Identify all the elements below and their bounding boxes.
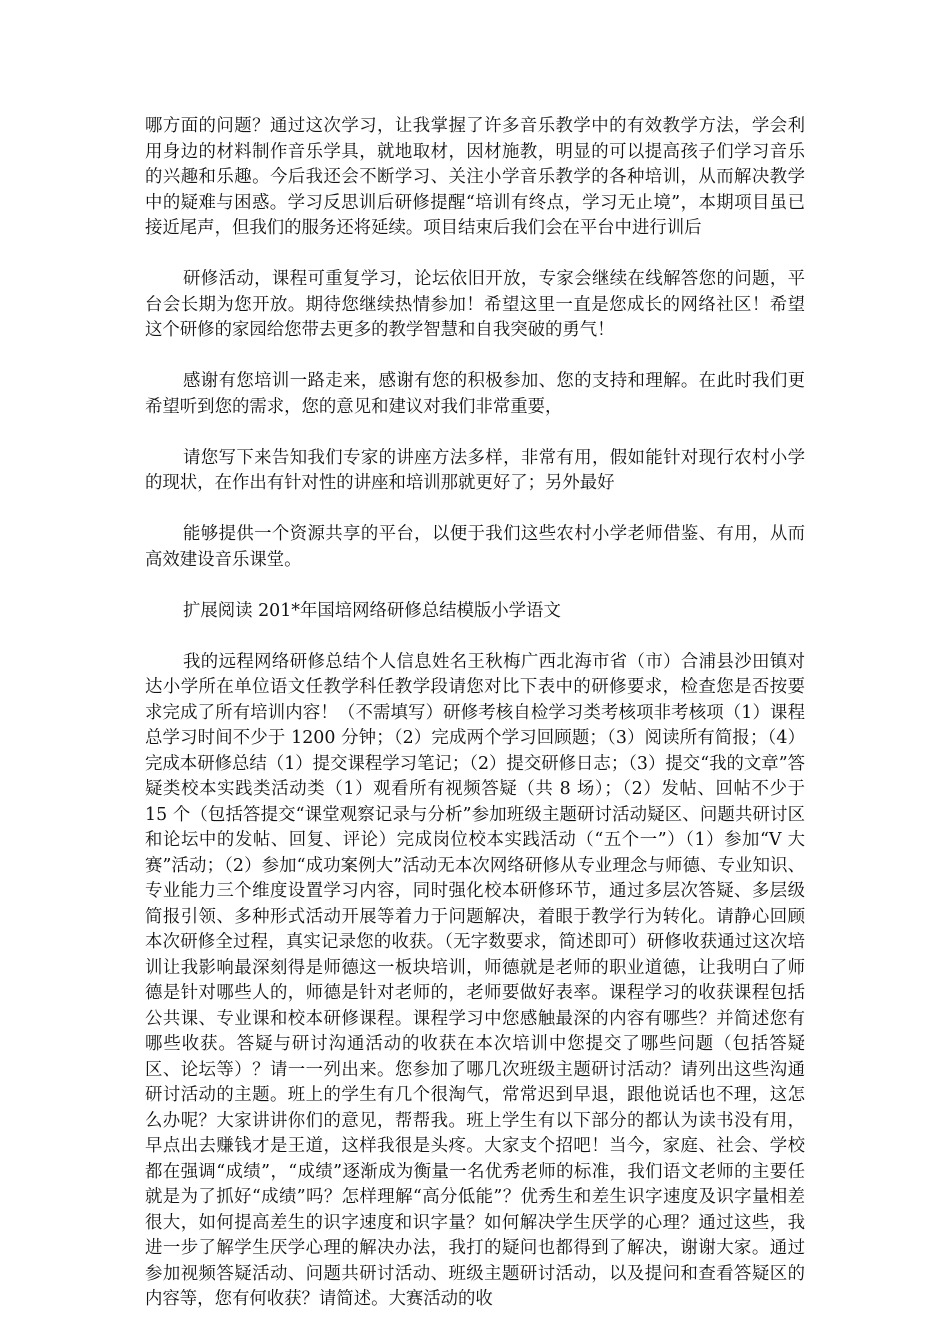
document-page: [145, 114, 805, 1313]
paragraph-1: 哪方面的问题？通过这次学习，让我掌握了许多音乐教学中的有效教学方法，学会利用身边的材料制作音乐学具，就地取材，因材施教，明显的可以提高孩子们学习音乐的兴趣和乐趣。今后我还会不断学习、关注小学音乐教学的各种培训，从而解决教学中的疑难与困惑。学习反思训后研修提醒“培训有终点，学习无止境”，本期项目虽已接近尾声，但我们的服务还将延续。项目结束后我们会在平台中进行训后: [145, 116, 805, 238]
paragraph-4: 请您写下来告知我们专家的讲座方法多样，非常有用，假如能针对现行农村小学的现状，在作出有针对性的讲座和培训那就更好了；另外最好: [145, 447, 805, 493]
paragraph-3: 感谢有您培训一路走来，感谢有您的积极参加、您的支持和理解。在此时我们更希望听到您的需求，您的意见和建议对我们非常重要，: [145, 371, 805, 417]
paragraph-5: 能够提供一个资源共享的平台，以便于我们这些农村小学老师借鉴、有用，从而高效建设音乐课堂。: [145, 524, 805, 570]
section-heading-extended-reading: 扩展阅读 201*年国培网络研修总结模版小学语文: [183, 600, 561, 621]
paragraph-2: 研修活动，课程可重复学习，论坛依旧开放，专家会继续在线解答您的问题，平台会长期为您开放。期待您继续热情参加！希望这里一直是您成长的网络社区！希望这个研修的家园给您带去更多的教学智慧和自我突破的勇气！: [145, 269, 805, 340]
paragraph-7: 我的远程网络研修总结个人信息姓名王秋梅广西北海市省（市）合浦县沙田镇对达小学所在单位语文任教学科任教学段请您对比下表中的研修要求，检查您是否按要求完成了所有培训内容！（不需填写）研修考核自检学习类考核项非考核项（1）课程总学习时间不少于 1200 分钟；（2）完成两个学习回顾题；（3）阅读所有简报；（4）完成本研修总结（1）提交课程学习笔记；（2）提交研修日志；（3）提交“我的文章”答疑类校本实践类活动类（1）观看所有视频答疑（共 8 场）；（2）发帖、回帖不少于 15 个（包括答提交“课堂观察记录与分析”参加班级主题研讨活动疑区、问题共研讨区和论坛中的发帖、回复、评论）完成岗位校本实践活动（“五个一”）（1）参加“V 大赛”活动；（2）参加“成功案例大”活动无本次网络研修从专业理念与师德、专业知识、专业能力三个维度设置学习内容，同时强化校本研修环节，通过多层次答疑、多层级简报引领、多种形式活动开展等着力于问题解决，着眼于教学行为转化。请静心回顾本次研修全过程，真实记录您的收获。（无字数要求，简述即可）研修收获通过这次培训让我影响最深刻得是师德这一板块培训，师德就是老师的职业道德，让我明白了师德是针对哪些人的，师德是针对老师的，老师要做好表率。课程学习的收获课程包括公共课、专业课和校本研修课程。课程学习中您感触最深的内容有哪些？并简述您有哪些收获。答疑与研讨沟通活动的收获在本次培训中您提交了哪些问题（包括答疑区、论坛等）？请一一列出来。您参加了哪几次班级主题研讨活动？请列出这些沟通研讨活动的主题。班上的学生有几个很淘气，常常迟到早退，跟他说话也不理，这怎么办呢？大家讲讲你们的意见，帮帮我。班上学生有以下部分的都认为读书没有用，早点出去赚钱才是王道，这样我很是头疼。大家支个招吧！当今，家庭、社会、学校都在强调“成绩”，“成绩”逐渐成为衡量一名优秀老师的标准，我们语文老师的主要任就是为了抓好“成绩”吗？怎样理解“高分低能”？优秀生和差生识字速度及识字量相差很大，如何提高差生的识字速度和识字量？如何解决学生厌学的心理？通过这些，我进一步了解学生厌学心理的解决办法，我打的疑问也都得到了解决，谢谢大家。通过参加视频答疑活动、问题共研讨活动、班级主题研讨活动，以及提问和查看答疑区的内容等，您有何收获？请简述。大赛活动的收: [145, 651, 805, 1309]
